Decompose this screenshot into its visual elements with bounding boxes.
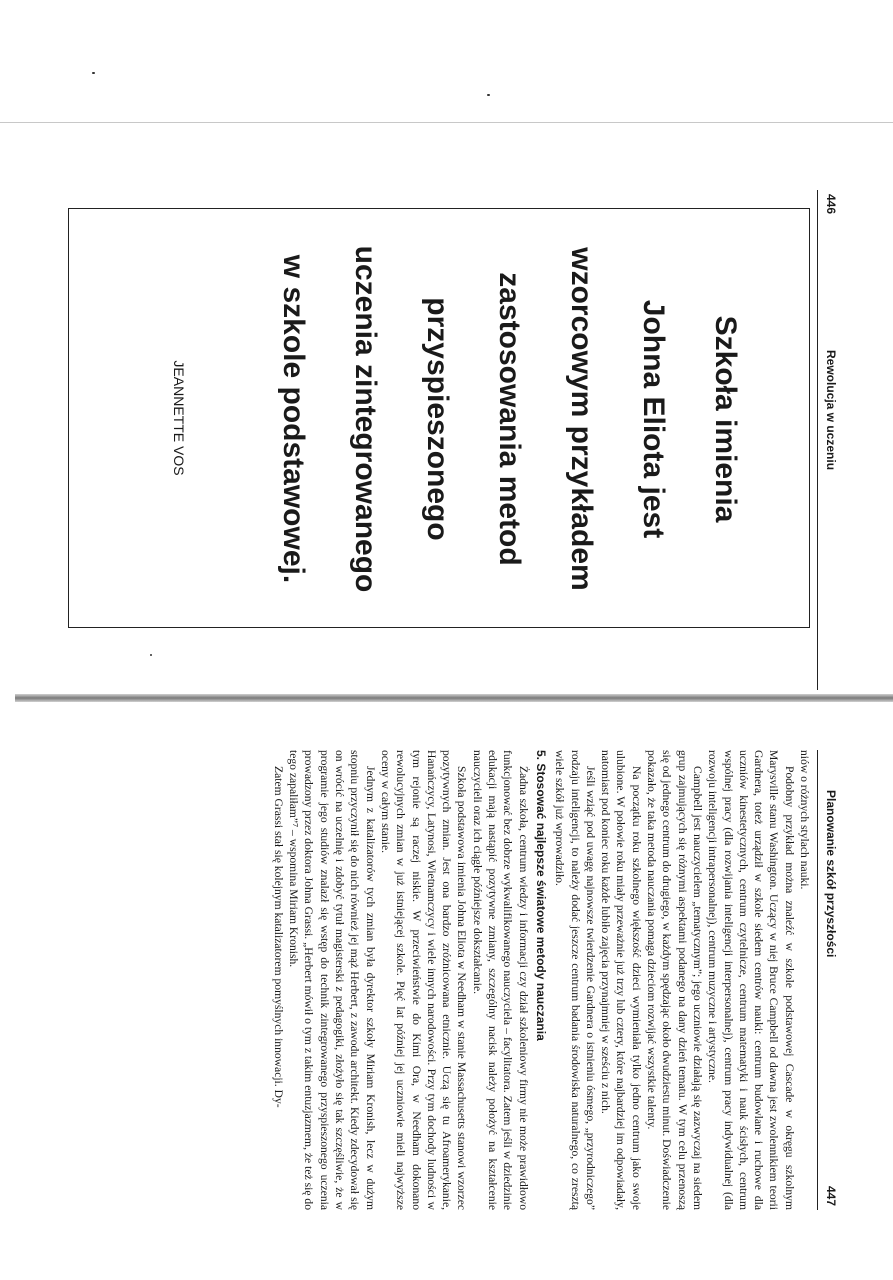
running-head-title-right: Planowanie szkół przyszłości [824, 790, 838, 958]
title-line: w szkole podstawowej. [277, 254, 310, 584]
paragraph: niów o różnych stylach nauki. [798, 750, 811, 890]
scan-speck [487, 94, 490, 96]
paragraph: Campbell jest nauczycielem „tematycznym”; jego uczniowie działają się zazwyczaj na siedem grup zajmujących się różnymi aspektami podanego na dany dzień tematu. W tym celu przenoszą się od jednego centrum do drugiego, w każdym spędzając około dwudziestu minut. Doświadczenie pokazało, że taka metoda nauczania pomaga dzieciom rozwijać wszystkie talenty. [645, 750, 704, 1210]
article-body [271, 750, 812, 1210]
page-number-right: 447 [824, 1185, 838, 1206]
title-line: Szkoła imienia [709, 315, 742, 523]
paragraph: Żadna szkoła, centrum wiedzy i informacji czy dział szkoleniowy firmy nie może prawidłowo funkcjonować bez dobrze wykwalifikowanego nauczyciela – facylitatora. Zatem jeśli w dziedzinie edukacji mają nastąpić pozytywne zmiany, szczególny nacisk należy położyć na kształcenie nauczycieli oraz ich ciągłe późniejsze dokształcanie. [470, 750, 530, 1210]
paragraph: Zatem Grassi stał się kolejnym katalizatorem pomyślnych innowacji. Dy- [271, 766, 285, 1108]
title-lines [257, 209, 761, 629]
paragraph: Podobny przykład można znaleźć w szkole podstawowej Cascade w okręgu szkolnym Marysville stanu Washington. Uczący w niej Bruce Campbell od dawna jest zwolennikiem teorii Gardnera, toteż urządził w szkole siedem centrów nauki: centrum budowlane i ruchowe dla uczniów kinestetycznych, centrum czytelnicze, centrum matematyki i nauk ścisłych, centrum wspólnej pracy (dla rozwijania inteligencji interpersonalnej), centrum pracy indywidualnej (dla rozwoju inteligencji intrapersonalnej), centrum muzyczne i artystyczne. [706, 750, 796, 1210]
title-line: przyspieszonego [421, 297, 454, 541]
paragraph: Na początku roku szkolnego większość dzieci wymieniała tylko jedno centrum jako swoje ulubione. W połowie roku miały przeważnie już trzy lub cztery, które najbardziej im odpowiadały, natomiast pod koniec roku każde lubiło zajęcia przynajmniej w sześciu z nich. [599, 750, 643, 1210]
title-line: wzorcowym przykładem [565, 247, 598, 591]
scan-speck [92, 72, 95, 74]
title-line: uczenia zintegrowanego [349, 245, 382, 593]
right-page [160, 750, 840, 1250]
paragraph: Szkoła podstawowa imienia Johna Eliota w Needham w stanie Massachusetts stanowi wzorzec pozytywnych zmian. Jest ona bardzo zróżnicowana etnicznie. Uczą się tu Afroamerykanie, Hanańczycy, Latynosi, Wietnamczycy i wiele innych narodowości. Przy tym dochody ludności w tym rejonie są raczej niskie. W przeciwieństwie do Kimi Ora, w Needham dokonano rewolucyjnych zmian w już istniejącej szkole. Pięć lat później jej uczniowie mieli najwyższe oceny w całym stanie. [378, 750, 469, 1210]
running-head-title-left: Rewolucja w uczeniu [824, 350, 838, 471]
running-head-right [817, 750, 840, 1210]
running-head-left [817, 190, 840, 690]
scan-speck [150, 654, 152, 656]
paragraph: Jednym z katalizatorów tych zmian była dyrektor szkoły Miriam Kronish, lecz w dużym stopniu przyczynił się do nich również jej mąż Herbert, z zawodu architekt. Kiedy zdecydował się on wrócić na uczelnię i zdobyć tytuł magisterski z pedagogiki, złożyło się tak szczęśliwie, że w programie jego studiów znalazł się wstęp do technik zintegrowanego przyspieszonego uczenia prowadzony przez doktora Johna Grassi. „Herbert mówił o tym z takim entuzjazmem, że też się do tego zapaliłam”⁷ – wspomina Miriam Kronish. [287, 750, 377, 1210]
title-line: Johna Eliota jest [637, 299, 670, 539]
paragraph: Jeśli wziąć pod uwagę najnowsze twierdzenie Gardnera o istnieniu ósmego, „przyrodniczego” rodzaju inteligencji, to należy dodać jeszcze centrum badania środowiska naturalnego, co zresztą wiele szkół już wprowadziło. [553, 750, 597, 1210]
author-name: JEANNETTE VOS [171, 360, 187, 476]
section-heading: 5. Stosować najlepsze światowe metody nauczania [533, 750, 548, 1041]
title-line: zastosowania metod [493, 272, 526, 566]
page-number-left: 446 [824, 194, 838, 215]
scan-edge-line [0, 122, 893, 123]
